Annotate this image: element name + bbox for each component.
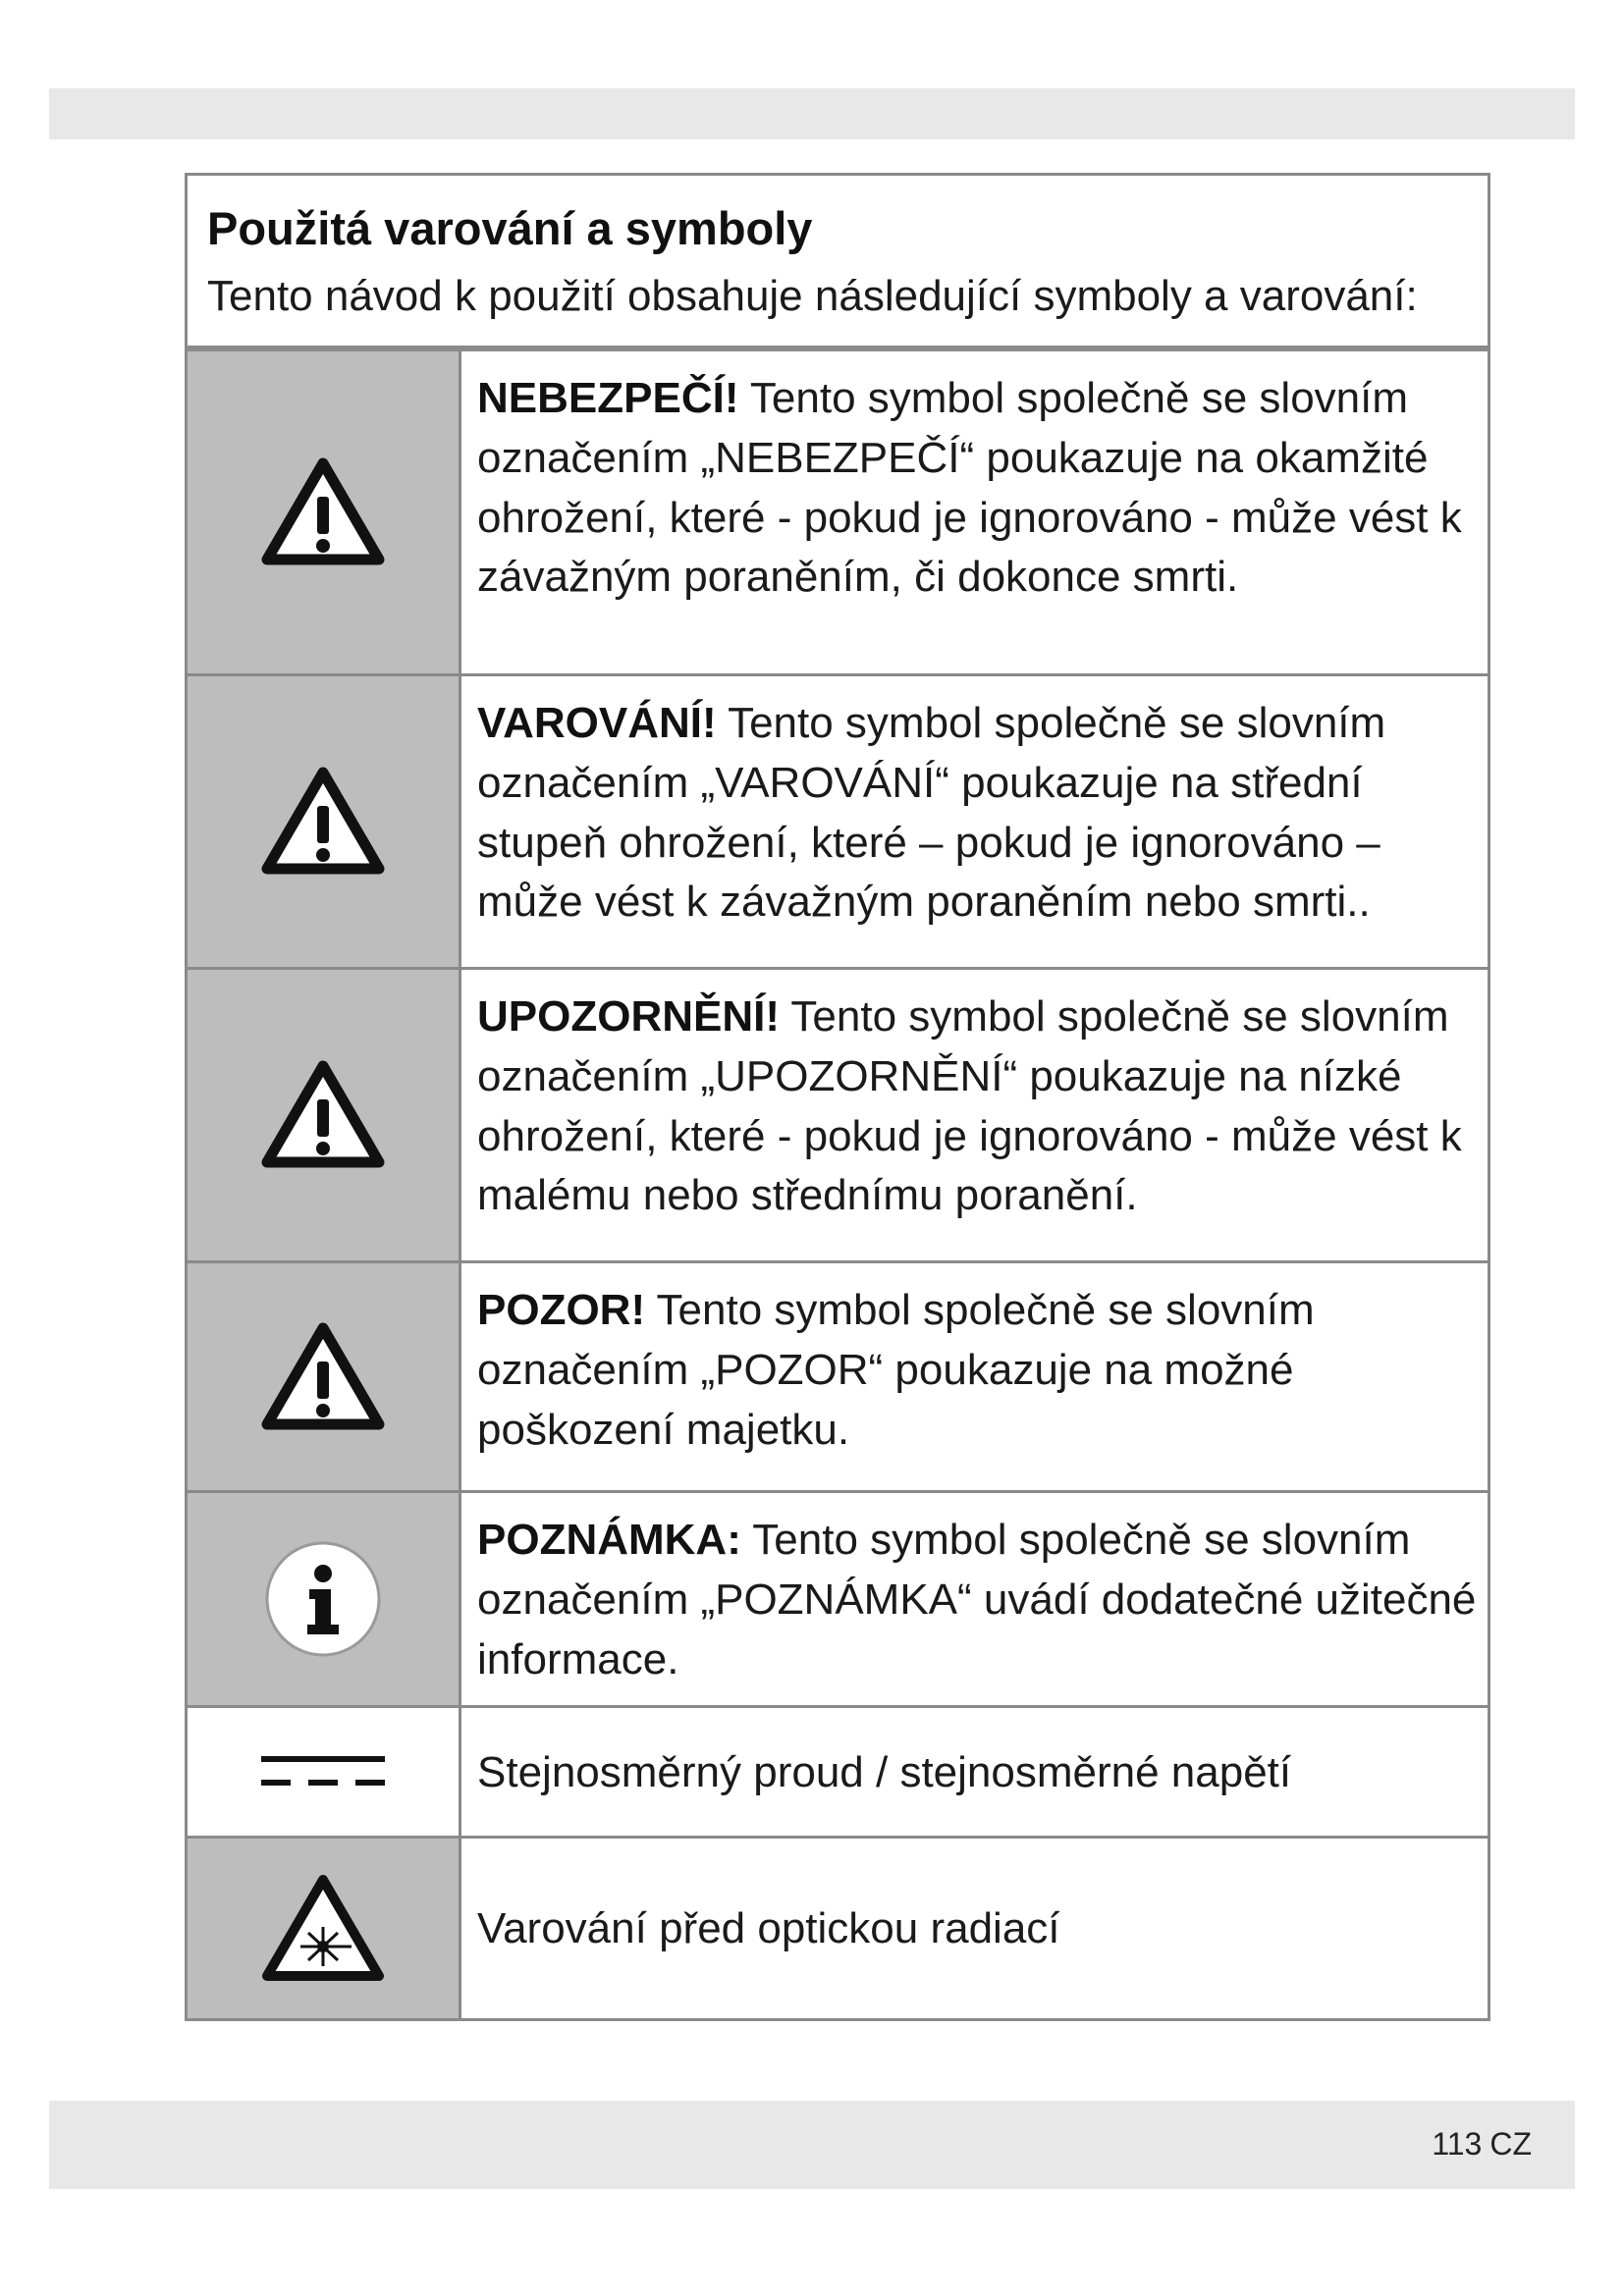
keyword: POZNÁMKA: (477, 1516, 741, 1565)
symbols-table (185, 173, 1490, 2021)
section-intro: Tento návod k použití obsahuje následující symboly a varování: (207, 272, 1418, 320)
description-cell (461, 676, 1488, 967)
page-number-value: 113 (1432, 2126, 1483, 2162)
table-row (188, 967, 1488, 1260)
warning-triangle-icon (259, 1320, 387, 1434)
description-cell (461, 1263, 1488, 1490)
symbol-cell (188, 1839, 461, 2018)
description-cell (461, 351, 1488, 673)
description-text: Tento symbol společně se slovním označením „NEBEZPEČÍ“ poukazuje na okamžité ohrožení, které - pokud je ignorováno - může vést k závažným poraněním, či dokonce smrti. (477, 374, 1462, 602)
laser-radiation-icon (259, 1872, 387, 1986)
info-icon (262, 1538, 384, 1660)
keyword: UPOZORNĚNÍ! (477, 992, 780, 1041)
description-text: Stejnosměrný proud / stejnosměrné napětí (477, 1747, 1292, 1796)
table-row (188, 1260, 1488, 1490)
warning-triangle-icon (259, 765, 387, 879)
direct-current-icon (259, 1750, 387, 1793)
section-title: Použitá varování a symboly (207, 202, 813, 254)
table-row (188, 1705, 1488, 1836)
symbol-cell (188, 1263, 461, 1490)
description-text: Tento symbol společně se slovním označením „POZNÁMKA“ uvádí dodatečné užitečné informace. (477, 1516, 1477, 1683)
description-cell (461, 1839, 1488, 2018)
symbol-cell (188, 351, 461, 673)
description-cell (461, 970, 1488, 1260)
warning-triangle-icon (259, 455, 387, 569)
warning-triangle-icon (259, 1058, 387, 1172)
symbol-cell (188, 1708, 461, 1836)
description-cell (461, 1708, 1488, 1836)
keyword: NEBEZPEČÍ! (477, 374, 739, 423)
keyword: VAROVÁNÍ! (477, 699, 717, 748)
table-row (188, 673, 1488, 967)
top-band (49, 88, 1575, 139)
footer-band (49, 2101, 1575, 2189)
description-text: Tento symbol společně se slovním označením „POZOR“ poukazuje na možné poškození majetku. (477, 1286, 1315, 1454)
description-text: Varování před optickou radiací (477, 1904, 1060, 1953)
table-row (188, 1836, 1488, 2018)
description-cell (461, 1493, 1488, 1705)
description-text: Tento symbol společně se slovním označením „VAROVÁNÍ“ poukazuje na střední stupeň ohrožení, které – pokud je ignorováno – může vést k závažným poraněním nebo smrti.. (477, 699, 1386, 927)
symbol-cell (188, 676, 461, 967)
keyword: POZOR! (477, 1286, 646, 1335)
table-row (188, 348, 1488, 673)
table-header (188, 176, 1488, 348)
page-language: CZ (1489, 2126, 1532, 2162)
table-row (188, 1490, 1488, 1705)
description-text: Tento symbol společně se slovním označením „UPOZORNĚNÍ“ poukazuje na nízké ohrožení, které - pokud je ignorováno - může vést k malému nebo střednímu poranění. (477, 992, 1462, 1220)
symbol-cell (188, 970, 461, 1260)
page-number (1432, 2126, 1532, 2163)
symbol-cell (188, 1493, 461, 1705)
